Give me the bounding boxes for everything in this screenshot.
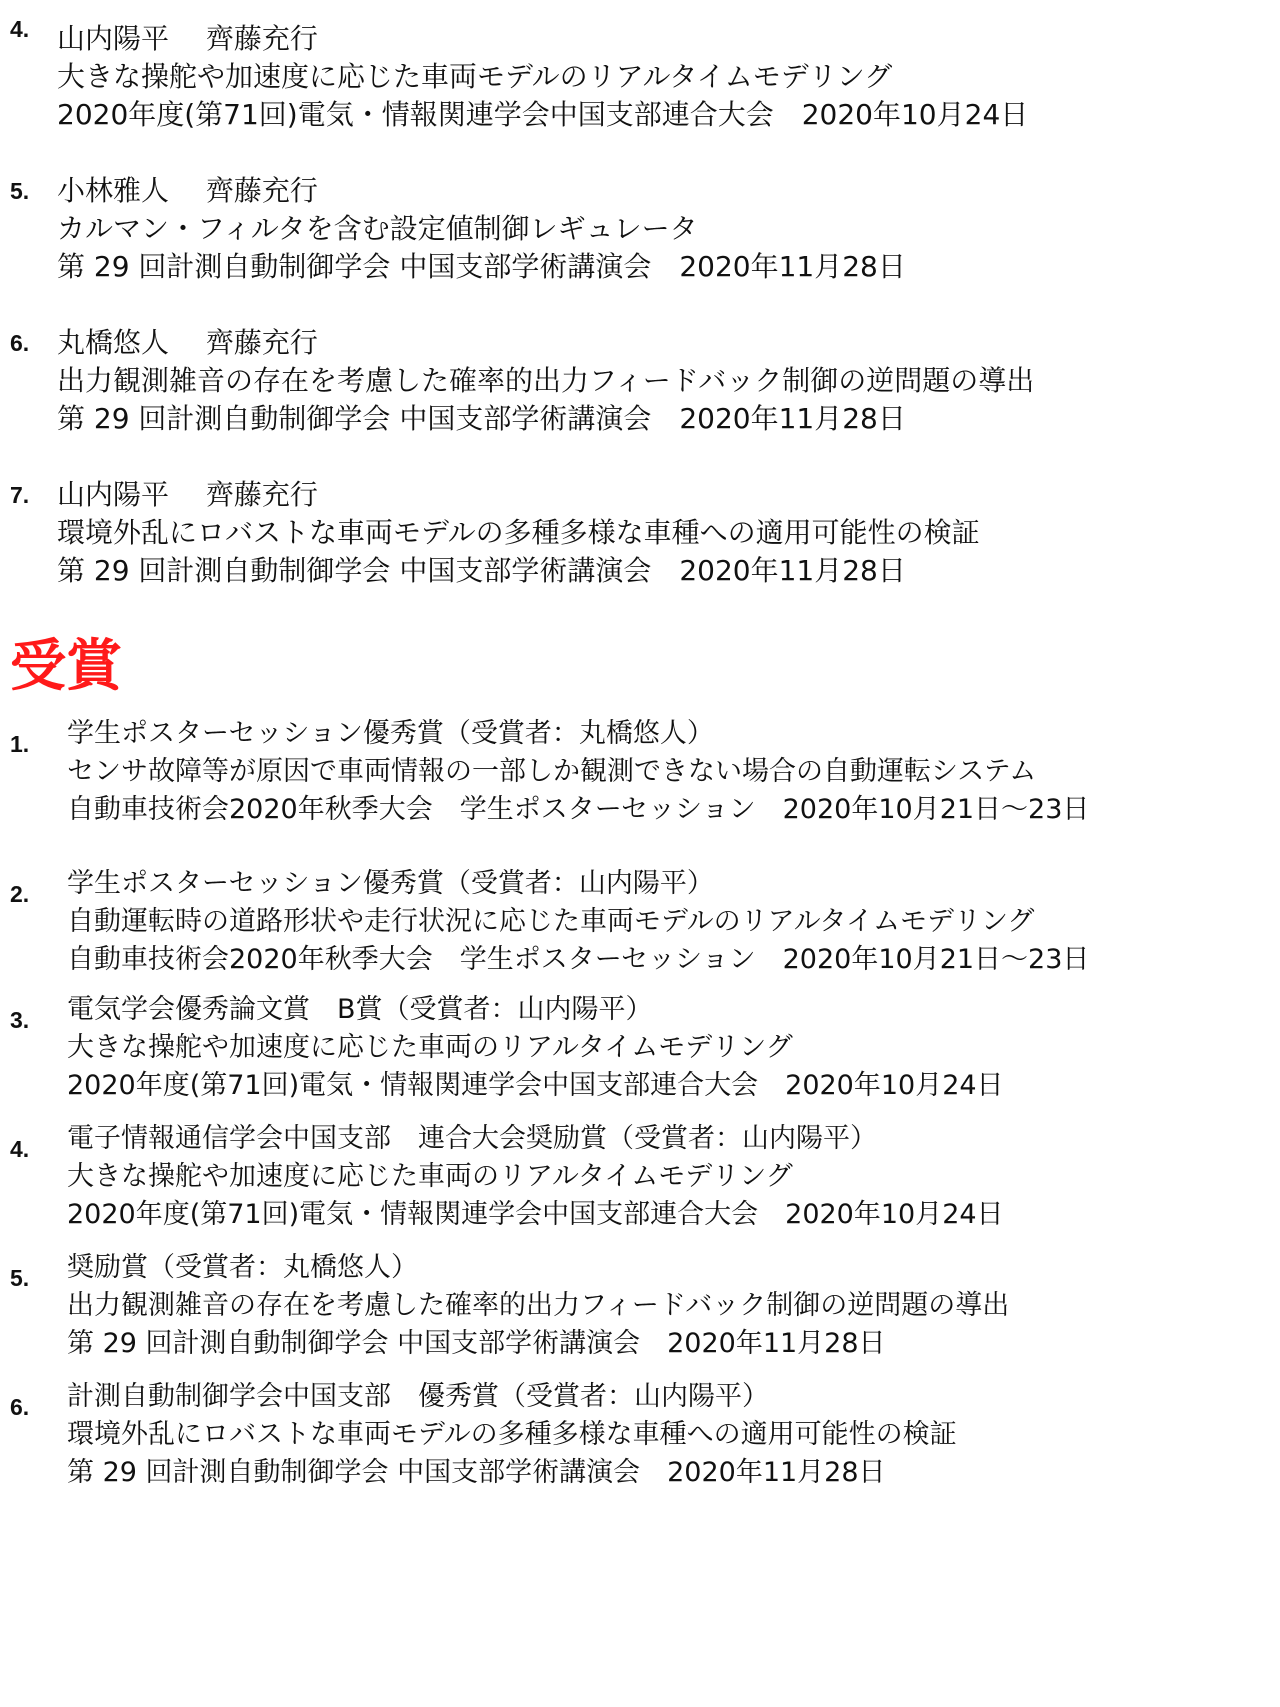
item-number: 4.: [10, 1136, 30, 1162]
publication-venue: 第 29 回計測自動制御学会 中国支部学術講演会 2020年11月28日: [57, 554, 906, 587]
publication-authors: 山内陽平 齊藤充行: [57, 22, 318, 55]
award-name: 電気学会優秀論文賞 B賞（受賞者：山内陽平）: [67, 994, 653, 1025]
item-number: 6.: [10, 330, 30, 356]
publication-authors: 丸橋悠人 齊藤充行: [57, 326, 318, 359]
award-venue: 第 29 回計測自動制御学会 中国支部学術講演会 2020年11月28日: [67, 1328, 886, 1359]
award-venue: 自動車技術会2020年秋季大会 学生ポスターセッション 2020年10月21日～23日: [67, 794, 1090, 825]
award-work-title: 自動運転時の道路形状や走行状況に応じた車両モデルのリアルタイムモデリング: [67, 906, 1035, 937]
publication-title: 大きな操舵や加速度に応じた車両モデルのリアルタイムモデリング: [57, 60, 893, 93]
award-work-title: 出力観測雑音の存在を考慮した確率的出力フィードバック制御の逆問題の導出: [67, 1290, 1010, 1321]
award-name: 電子情報通信学会中国支部 連合大会奨励賞（受賞者：山内陽平）: [67, 1123, 877, 1154]
award-name: 学生ポスターセッション優秀賞（受賞者：山内陽平）: [67, 868, 714, 899]
item-number: 5.: [10, 178, 30, 204]
publication-venue: 2020年度(第71回)電気・情報関連学会中国支部連合大会 2020年10月24日: [57, 98, 1029, 131]
award-name: 奨励賞（受賞者：丸橋悠人）: [67, 1252, 418, 1283]
publication-authors: 小林雅人 齊藤充行: [57, 174, 318, 207]
publication-title: 環境外乱にロバストな車両モデルの多種多様な車種への適用可能性の検証: [57, 516, 980, 549]
publication-authors: 山内陽平 齊藤充行: [57, 478, 318, 511]
awards-heading: 受賞: [10, 634, 122, 699]
award-name: 計測自動制御学会中国支部 優秀賞（受賞者：山内陽平）: [67, 1381, 769, 1412]
award-work-title: センサ故障等が原因で車両情報の一部しか観測できない場合の自動運転システム: [67, 756, 1037, 787]
award-venue: 2020年度(第71回)電気・情報関連学会中国支部連合大会 2020年10月24日: [67, 1070, 1004, 1101]
publication-venue: 第 29 回計測自動制御学会 中国支部学術講演会 2020年11月28日: [57, 402, 906, 435]
item-number: 2.: [10, 881, 30, 907]
award-venue: 自動車技術会2020年秋季大会 学生ポスターセッション 2020年10月21日～23日: [67, 944, 1090, 975]
item-number: 1.: [10, 731, 30, 757]
award-venue: 第 29 回計測自動制御学会 中国支部学術講演会 2020年11月28日: [67, 1457, 886, 1488]
publication-title: 出力観測雑音の存在を考慮した確率的出力フィードバック制御の逆問題の導出: [57, 364, 1035, 397]
award-work-title: 大きな操舵や加速度に応じた車両のリアルタイムモデリング: [67, 1161, 793, 1192]
award-work-title: 大きな操舵や加速度に応じた車両のリアルタイムモデリング: [67, 1032, 793, 1063]
award-venue: 2020年度(第71回)電気・情報関連学会中国支部連合大会 2020年10月24日: [67, 1199, 1004, 1230]
publication-venue: 第 29 回計測自動制御学会 中国支部学術講演会 2020年11月28日: [57, 250, 906, 283]
award-name: 学生ポスターセッション優秀賞（受賞者：丸橋悠人）: [67, 718, 714, 749]
item-number: 3.: [10, 1007, 30, 1033]
item-number: 6.: [10, 1394, 30, 1420]
item-number: 5.: [10, 1265, 30, 1291]
award-work-title: 環境外乱にロバストな車両モデルの多種多様な車種への適用可能性の検証: [67, 1419, 957, 1450]
item-number: 7.: [10, 482, 30, 508]
item-number: 4.: [10, 16, 30, 42]
publication-title: カルマン・フィルタを含む設定値制御レギュレータ: [57, 212, 698, 245]
